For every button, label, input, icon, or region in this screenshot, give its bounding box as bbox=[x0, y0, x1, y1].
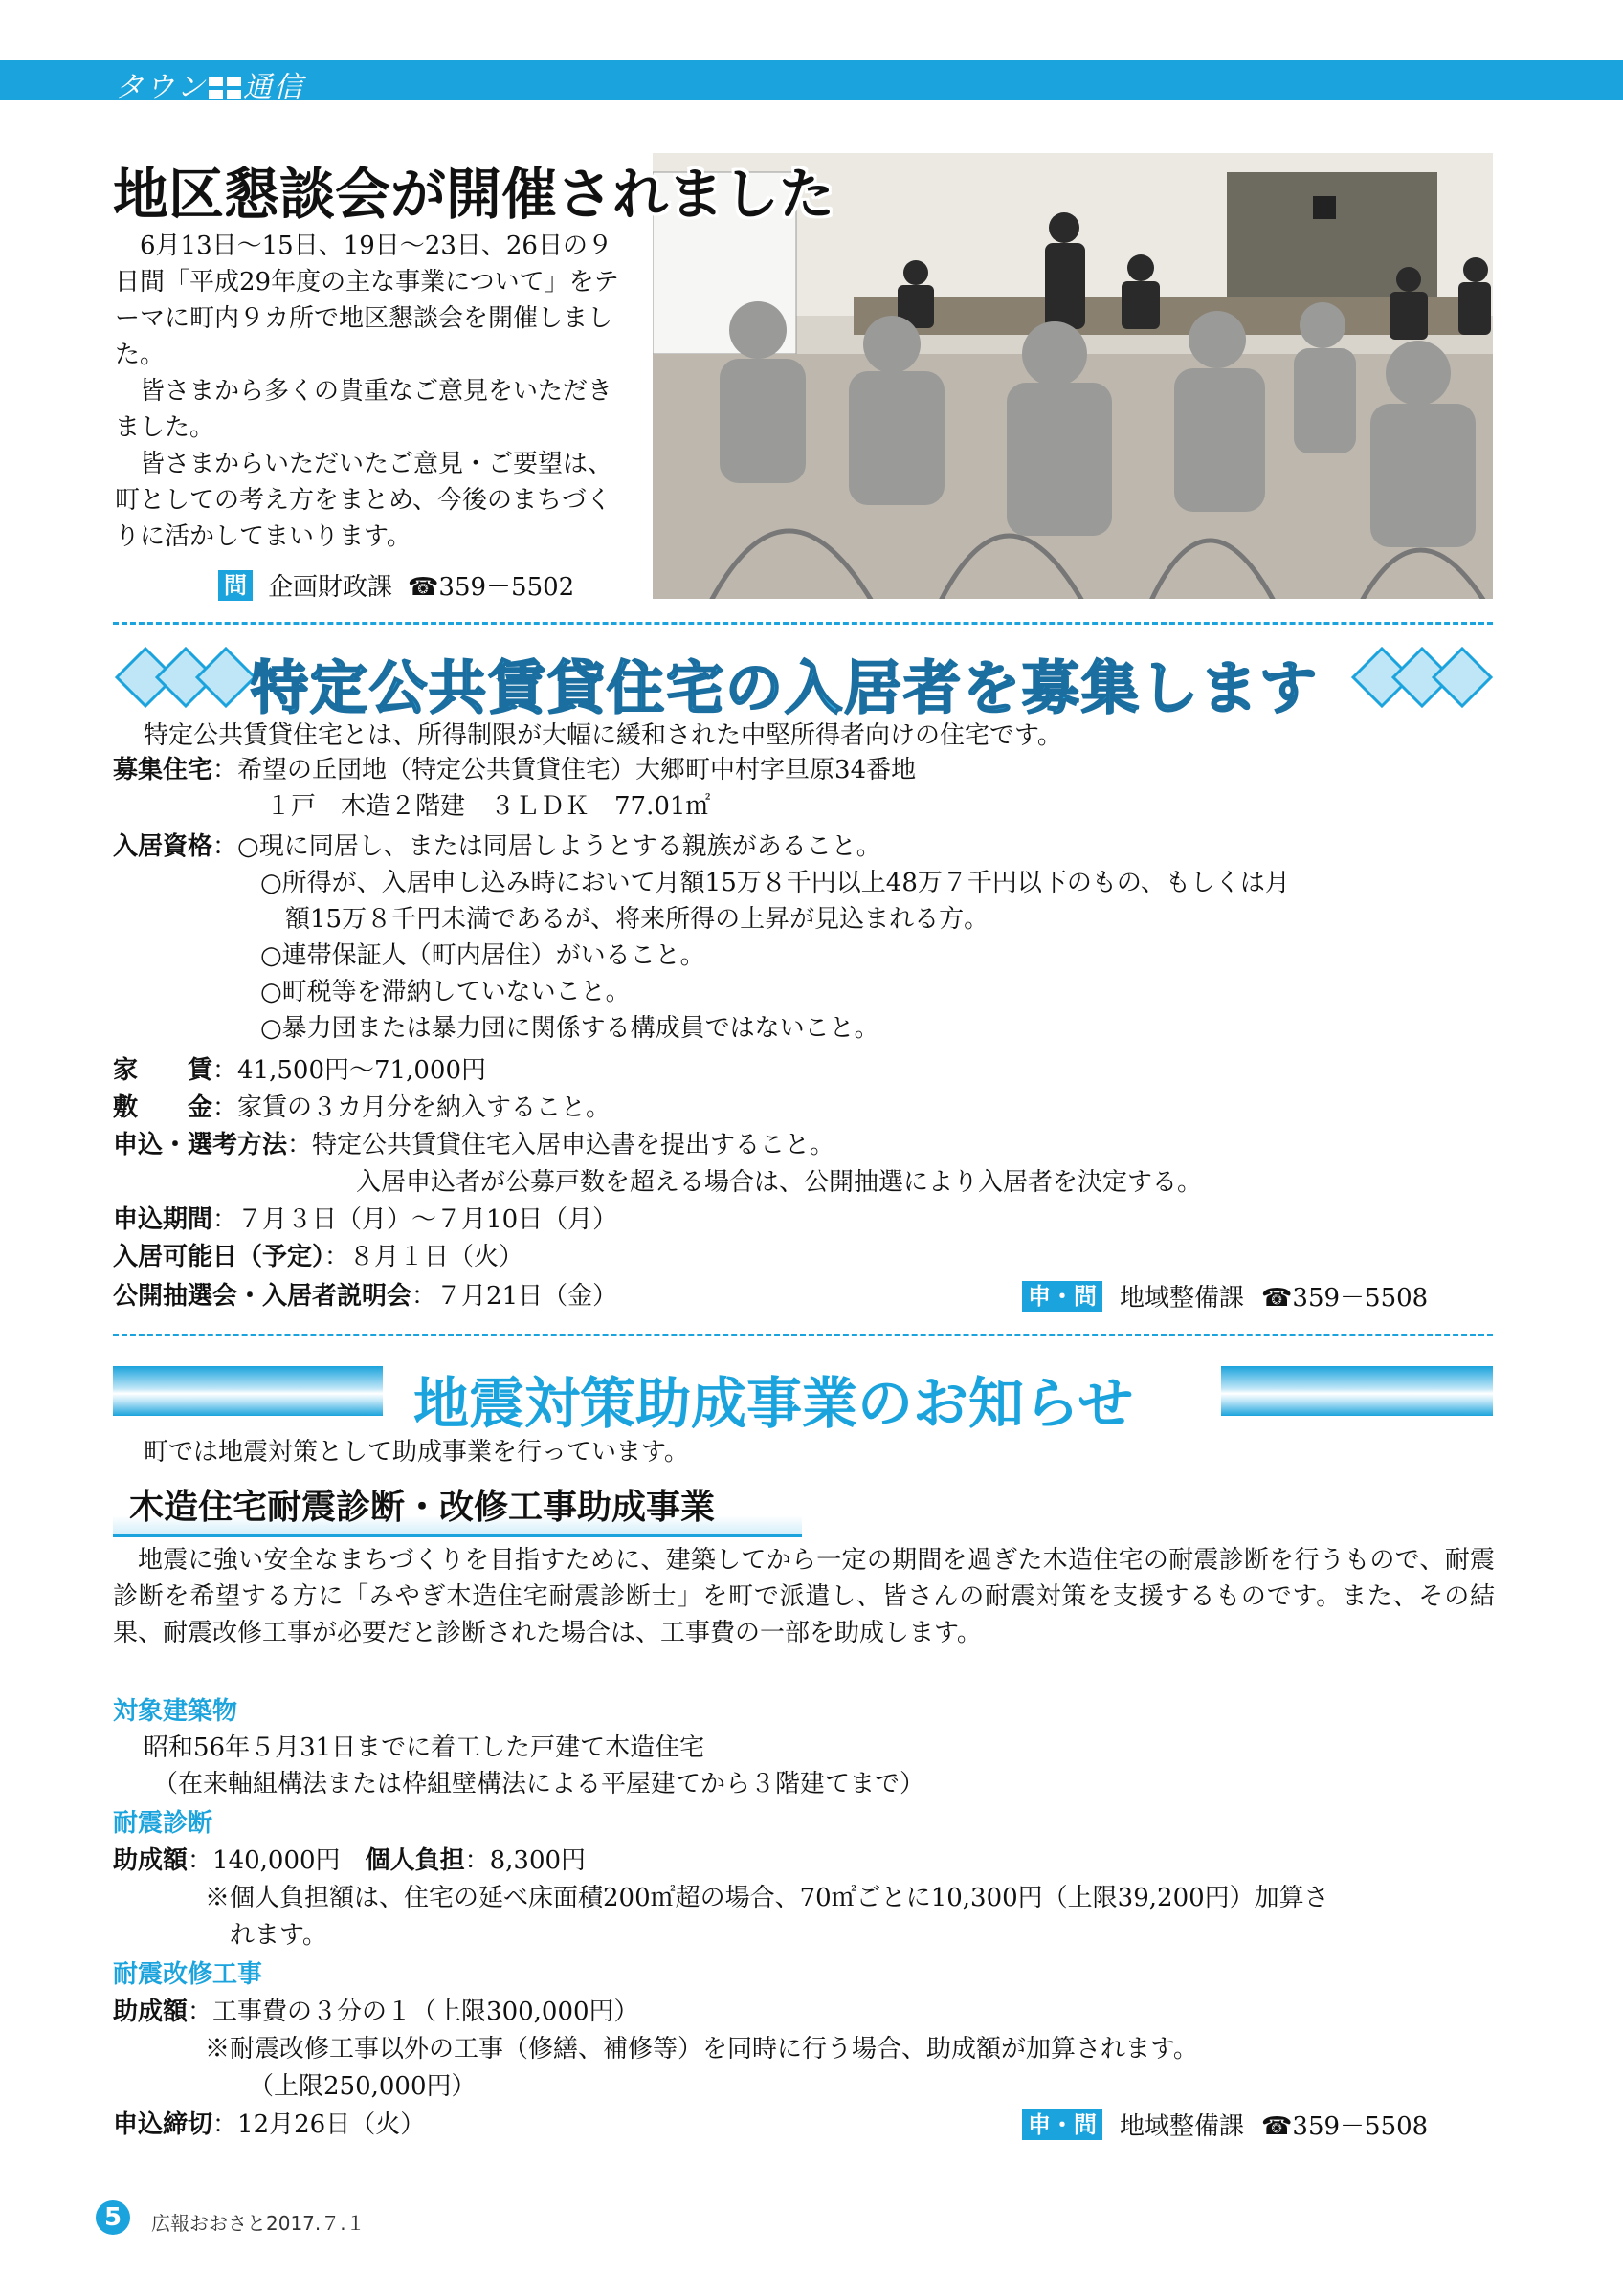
deposit-row: 敷 金：家賃の３カ月分を納入すること。 bbox=[113, 1093, 611, 1122]
lottery-value: ７月21日（金） bbox=[436, 1282, 618, 1311]
apply-inquiry-badge: 申・問 bbox=[1022, 1281, 1102, 1312]
qualification-item: ○連帯保証人（町内居住）がいること。 bbox=[260, 941, 705, 970]
section3-intro: 町では地震対策として助成事業を行っています。 bbox=[144, 1438, 689, 1467]
section3-subtitle: 木造住宅耐震診断・改修工事助成事業 bbox=[129, 1488, 716, 1527]
deadline-row: 申込締切：12月26日（火） bbox=[113, 2110, 426, 2139]
target-line: 昭和56年５月31日までに着工した戸建て木造住宅 bbox=[144, 1733, 705, 1762]
section-divider bbox=[113, 1334, 1493, 1336]
deadline-label: 申込締切 bbox=[113, 2110, 213, 2139]
movein-label: 入居可能日（予定） bbox=[113, 1243, 325, 1271]
page-number: 5 bbox=[96, 2200, 130, 2235]
section1-contact bbox=[218, 567, 574, 603]
target-line: （在来軸組構法または枠組壁構法による平屋建てから３階建てまで） bbox=[153, 1770, 925, 1799]
diagnosis-self-value: 8,300円 bbox=[489, 1846, 587, 1875]
qualification-item: ○町税等を滞納していないこと。 bbox=[260, 978, 631, 1006]
method-value: 特定公共賃貸住宅入居申込書を提出すること。 bbox=[312, 1131, 835, 1159]
method-detail: 入居申込者が公募戸数を超える場合は、公開抽選により入居者を決定する。 bbox=[356, 1168, 1203, 1197]
qualification-item: ○所得が、入居申し込み時において月額15万８千円以上48万７千円以下のもの、もしくは月 bbox=[260, 869, 1290, 897]
repair-amount-label: 助成額 bbox=[113, 1998, 189, 2026]
diagnosis-self-label: 個人負担 bbox=[365, 1846, 465, 1875]
method-label: 申込・選考方法 bbox=[113, 1131, 288, 1159]
contact-phone: ☎359－5502 bbox=[408, 573, 575, 602]
section2-intro: 特定公共賃貸住宅とは、所得制限が大幅に緩和された中堅所得者向けの住宅です。 bbox=[144, 721, 1062, 750]
contact-department: 企画財政課 bbox=[268, 573, 393, 602]
period-label: 申込期間 bbox=[113, 1205, 213, 1234]
qualification-item: ○暴力団または暴力団に関係する構成員ではないこと。 bbox=[260, 1014, 879, 1043]
contact-phone: ☎359－5508 bbox=[1261, 2112, 1429, 2141]
housing-detail: １戸 木造２階建 ３ＬＤＫ 77.01㎡ bbox=[266, 792, 711, 821]
repair-note: ※耐震改修工事以外の工事（修繕、補修等）を同時に行う場合、助成額が加算されます。 bbox=[205, 2035, 1198, 2064]
lottery-row: 公開抽選会・入居者説明会：７月21日（金） bbox=[113, 1282, 618, 1311]
title-bar-left bbox=[113, 1366, 383, 1416]
section1-body bbox=[115, 228, 632, 555]
diagnosis-note: れます。 bbox=[230, 1921, 327, 1950]
housing-value: 希望の丘団地（特定公共賃貸住宅）大郷町中村字旦原34番地 bbox=[237, 756, 917, 784]
movein-row: 入居可能日（予定）：８月１日（火） bbox=[113, 1243, 524, 1271]
header-title-part1: タウン bbox=[115, 71, 207, 104]
qualification-item: ○現に同居し、または同居しようとする親族があること。 bbox=[237, 832, 881, 861]
contact-department: 地域整備課 bbox=[1120, 1284, 1245, 1313]
inquiry-badge: 問 bbox=[218, 570, 253, 601]
rent-label: 家 賃 bbox=[113, 1056, 213, 1085]
section1-title: 地区懇談会が開催されました bbox=[113, 162, 835, 227]
diagnosis-heading: 耐震診断 bbox=[113, 1809, 213, 1838]
target-heading: 対象建築物 bbox=[113, 1697, 238, 1726]
town-logo-icon bbox=[209, 77, 241, 99]
method-row: 申込・選考方法：特定公共賃貸住宅入居申込書を提出すること。 bbox=[113, 1131, 835, 1159]
deposit-label: 敷 金 bbox=[113, 1093, 213, 1122]
diagnosis-amount-row: 助成額：140,000円 個人負担：8,300円 bbox=[113, 1846, 587, 1875]
deposit-value: 家賃の３カ月分を納入すること。 bbox=[237, 1093, 611, 1122]
section3-contact bbox=[1022, 2107, 1428, 2142]
repair-amount-value: 工事費の３分の１（上限300,000円） bbox=[212, 1998, 639, 2026]
lottery-label: 公開抽選会・入居者説明会 bbox=[113, 1282, 412, 1311]
housing-row: 募集住宅：希望の丘団地（特定公共賃貸住宅）大郷町中村字旦原34番地 bbox=[113, 756, 917, 784]
title-bar-right bbox=[1221, 1366, 1493, 1416]
header-title bbox=[115, 63, 304, 105]
repair-note: （上限250,000円） bbox=[249, 2072, 477, 2101]
section3-body: 地震に強い安全なまちづくりを目指すために、建築してから一定の期間を過ぎた木造住宅の耐震診断を行うもので、耐震診断を希望する方に「みやぎ木造住宅耐震診断士」を町で派遣し、皆さんの耐震対策を支援するものです。また、その結果、耐震改修工事が必要だと診断された場合は、工事費の一部を助成します。 bbox=[113, 1546, 1495, 1647]
publication-info: 広報おおさと2017.７.１ bbox=[151, 2212, 366, 2235]
housing-label: 募集住宅 bbox=[113, 756, 213, 784]
header-title-part2: 通信 bbox=[243, 71, 304, 104]
diagnosis-amount-value: 140,000円 bbox=[212, 1846, 341, 1875]
period-row: 申込期間：７月３日（月）〜７月10日（月） bbox=[113, 1205, 618, 1234]
section-divider bbox=[113, 622, 1493, 625]
repair-amount-row: 助成額：工事費の３分の１（上限300,000円） bbox=[113, 1998, 639, 2026]
section1-paragraph: 皆さまから多くの貴重なご意見をいただきました。 bbox=[115, 377, 613, 442]
contact-department: 地域整備課 bbox=[1120, 2112, 1245, 2141]
qualification-item: 額15万８千円未満であるが、将来所得の上昇が見込まれる方。 bbox=[260, 905, 989, 934]
apply-inquiry-badge: 申・問 bbox=[1022, 2109, 1102, 2140]
section1-paragraph: 皆さまからいただいたご意見・ご要望は、町としての考え方をまとめ、今後のまちづくりに活かしてまいります。 bbox=[115, 450, 613, 551]
contact-phone: ☎359－5508 bbox=[1261, 1284, 1429, 1313]
section3-title: 地震対策助成事業のお知らせ bbox=[413, 1371, 1134, 1436]
repair-heading: 耐震改修工事 bbox=[113, 1960, 263, 1989]
rent-row: 家 賃：41,500円〜71,000円 bbox=[113, 1056, 486, 1085]
qualification-label: 入居資格 bbox=[113, 832, 213, 861]
rent-value: 41,500円〜71,000円 bbox=[237, 1056, 486, 1085]
section2-title: 特定公共賃貸住宅の入居者を募集します bbox=[251, 655, 1319, 722]
qualification-row: 入居資格：○現に同居し、または同居しようとする親族があること。 bbox=[113, 832, 881, 861]
diagnosis-note: ※個人負担額は、住宅の延べ床面積200㎡超の場合、70㎡ごとに10,300円（上限39,200円）加算さ bbox=[205, 1884, 1329, 1912]
deadline-value: 12月26日（火） bbox=[237, 2110, 426, 2139]
period-value: ７月３日（月）〜７月10日（月） bbox=[237, 1205, 618, 1234]
diagnosis-amount-label: 助成額 bbox=[113, 1846, 189, 1875]
movein-value: ８月１日（火） bbox=[349, 1243, 524, 1271]
section1-paragraph: 6月13日〜15日、19日〜23日、26日の９日間「平成29年度の主な事業について」をテーマに町内９カ所で地区懇談会を開催しました。 bbox=[115, 232, 619, 369]
section2-contact bbox=[1022, 1278, 1428, 1314]
